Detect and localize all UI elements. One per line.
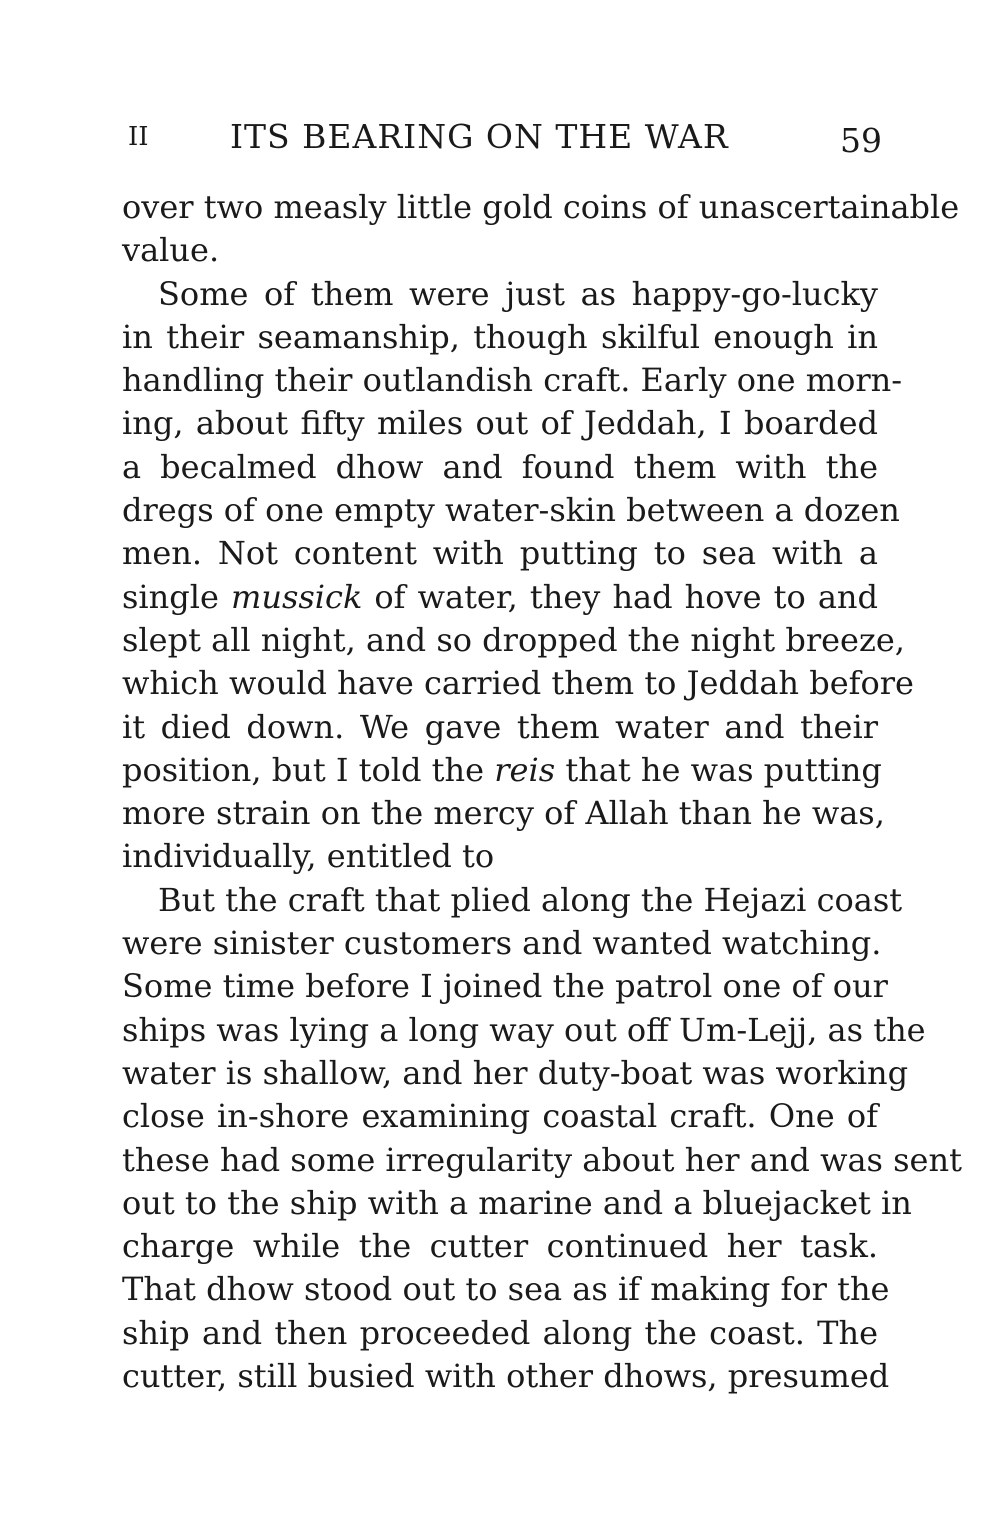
text-line: slept all night, and so dropped the night breeze, — [122, 620, 905, 659]
text-run: that he was putting — [555, 750, 882, 789]
text-line: men. Not content with putting to sea with a — [122, 534, 878, 573]
text-run: position, but I told the — [122, 750, 495, 789]
paragraph-1 — [122, 186, 960, 273]
text-line: That dhow stood out to sea as if making for the — [122, 1270, 890, 1309]
text-line: were sinister customers and wanted watching. — [122, 924, 882, 963]
text-line: dregs of one empty water-skin between a dozen — [122, 491, 900, 530]
italic-word: mussick — [231, 577, 363, 616]
text-line: handling their outlandish craft. Early one morn- — [122, 361, 903, 400]
text-line: But the craft that plied along the Hejazi coast — [158, 880, 903, 919]
text-line: in their seamanship, though skilful enough in — [122, 317, 878, 356]
text-line: close in-shore examining coastal craft. One of — [122, 1097, 878, 1136]
italic-word: reis — [494, 750, 556, 789]
text-line: it died down. We gave them water and their — [122, 707, 878, 746]
text-line: over two measly little gold coins of unascertainable — [122, 188, 960, 226]
body-text — [122, 186, 962, 1398]
page-number: 59 — [840, 121, 882, 160]
text-line — [122, 749, 882, 792]
paragraph-3 — [122, 879, 962, 1399]
chapter-number: II — [128, 122, 149, 152]
text-line — [122, 576, 878, 619]
text-line: individually, entitled to — [122, 837, 495, 876]
paragraph-2 — [122, 273, 914, 879]
text-run: single — [122, 577, 231, 616]
text-line: which would have carried them to Jeddah before — [122, 664, 914, 703]
text-line: water is shallow, and her duty-boat was working — [122, 1053, 909, 1092]
text-line: more strain on the mercy of Allah than he was, — [122, 794, 885, 833]
text-line: cutter, still busied with other dhows, presumed — [122, 1357, 890, 1396]
text-run: of water, they had hove to and — [362, 577, 879, 616]
text-line: Some of them were just as happy-go-lucky — [158, 274, 878, 313]
running-title: ITS BEARING ON THE WAR — [230, 117, 729, 156]
text-line: ship and then proceeded along the coast. The — [122, 1313, 878, 1352]
running-head — [122, 112, 882, 162]
text-line: ships was lying a long way out off Um-Lejj, as the — [122, 1010, 926, 1049]
text-line: ing, about fifty miles out of Jeddah, I boarded — [122, 404, 878, 443]
text-line: charge while the cutter continued her task. — [122, 1227, 878, 1266]
text-line: value. — [122, 231, 220, 270]
text-line: out to the ship with a marine and a bluejacket in — [122, 1183, 912, 1222]
text-line: Some time before I joined the patrol one of our — [122, 967, 888, 1006]
text-line: a becalmed dhow and found them with the — [122, 447, 878, 486]
text-line: these had some irregularity about her and was sent — [122, 1140, 962, 1179]
